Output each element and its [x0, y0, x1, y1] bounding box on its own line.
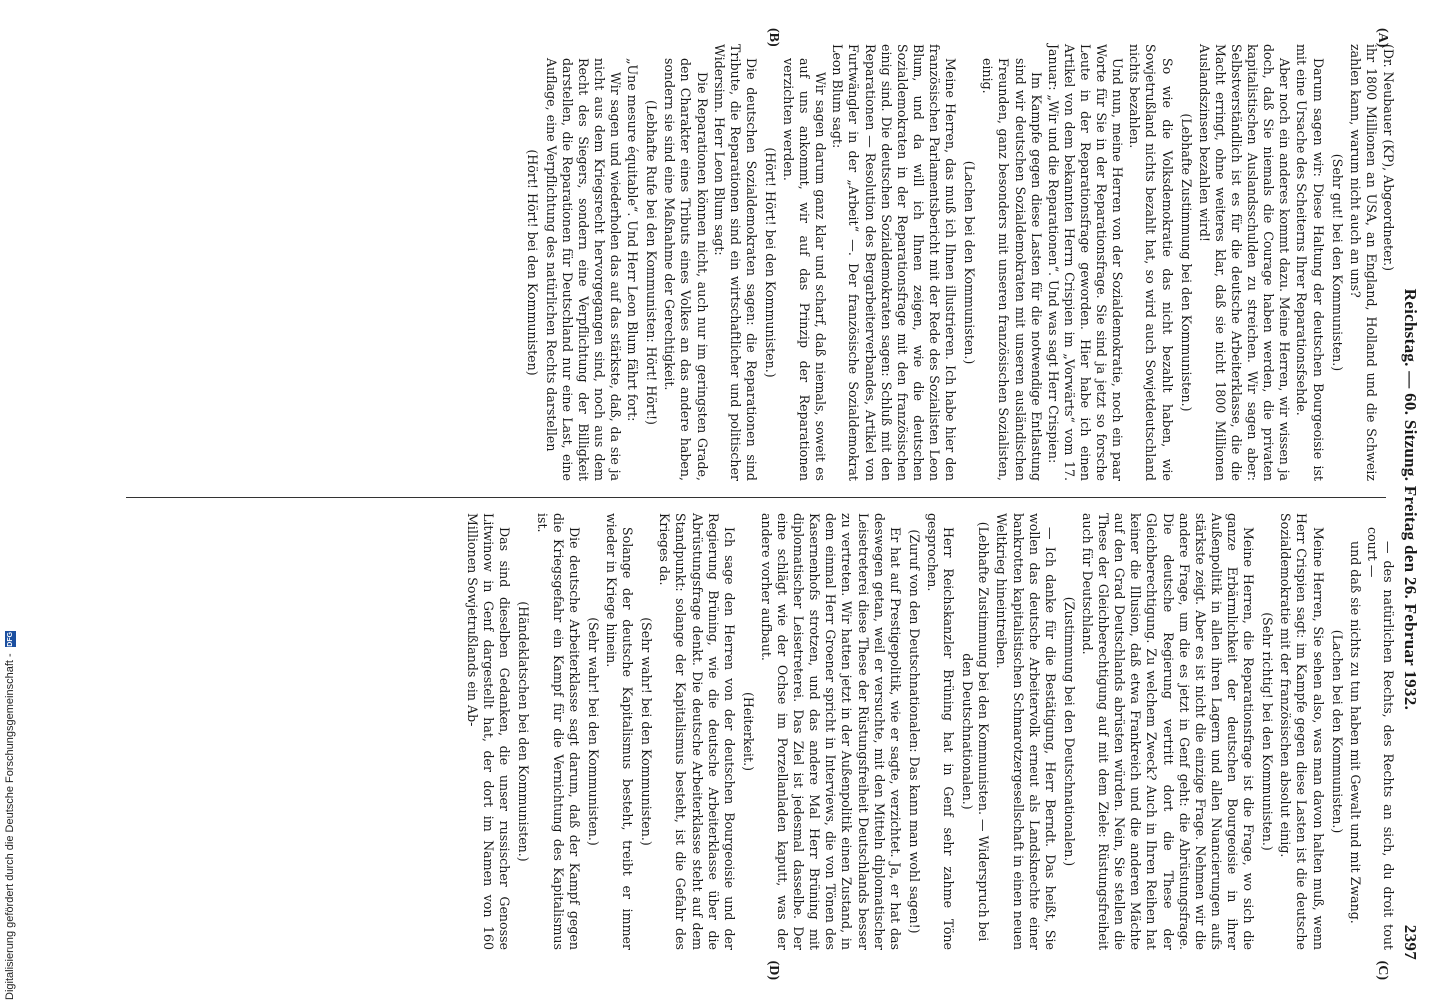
paragraph: Aber noch ein anderes kommt dazu. Meine Herren, wir wissen ja doch, daß Sie niemals die Courage haben werden, die privaten kapitalistischen Auslandsschulden zu streichen. Wir sagen aber: Selbstverständlich ist es für die deutsche Arbeiterklasse, die die Macht erringt, ohne weiteres klar, daß sie nicht 1800 Millionen Auslandszinsen bezahlen wird! — [1196, 44, 1293, 481]
paragraph: Solange der deutsche Kapitalismus besteht, treibt er immer wieder in Kriege hinein. — [603, 513, 636, 950]
digitization-note — [4, 631, 16, 1000]
interjection: (Heiterkeit.) — [740, 692, 756, 771]
interjection: (Lachen bei den Kommunisten.) — [962, 160, 978, 365]
page-title: Reichstag. — 60. Sitzung. Freitag den 26. Februar 1932. — [1401, 288, 1420, 711]
margin-marker-c: (C) — [1375, 960, 1390, 980]
paragraph: Er hat auf Prestigepolitik, wie er sagte, verzichtet. Ja, er hat das deswegen getan, weil er versuchte, mit den Mitteln diplomatischer Leisetreterei diese These der Rüstungsfreiheit Deutschlands besser zu vertreten. Wir hatten jetzt in der Außenpolitik einen Zustand, in dem einmal Herr Groener spricht in Interviews, die von Tönen des Kasernenhofs strotzen, und das andere Mal Herr Brüning mit diplomatischer Leisetreterei. Das Ziel ist jedesmal dasselbe. Der eine schlägt wie der Ochse im Porzellanladen kaputt, was der andere vorher aufbaut. — [758, 513, 903, 950]
paragraph: Die Reparationen können nicht, auch nur im geringsten Grade, den Charakter eines Tributs eines Volkes an das andere haben, sondern sie sind eine Maßnahme der Gerechtigkeit. — [662, 58, 710, 481]
text-columns — [126, 28, 1396, 980]
paragraph: So wie die Volksdemokratie das nicht bezahlt haben, wie Sowjetrußland nichts bezahlt hat, so wird auch Sowjetdeutschland nichts bezahlen. — [1127, 44, 1175, 481]
paragraph: Meine Herren, Sie sehen also, was man davon halten muß, wenn Herr Crispien sagt: im Kampfe gegen diese Lasten ist die deutsche Sozialdemokratie mit der französischen absolut einig. — [1278, 513, 1326, 950]
paragraph: Das sind dieselben Gedanken, die unser russischer Genosse Litwinow in Genf dargestellt hat, der dort im Namen von 160 Millionen Sowjetrußlands ein Ab- — [465, 513, 513, 950]
paragraph: Wir sagen darum ganz klar und scharf, daß niemals, soweit es auf uns ankommt, wir auf das Prinzip der Reparationen verzichten werden. — [781, 58, 829, 481]
paragraph: „Une mesure équitable“. Und Herr Leon Blum fährt fort: — [625, 58, 641, 422]
paragraph: Die deutsche Arbeiterklasse sagt darum, daß der Kampf gegen die Kriegsgefahr ein Kampf für die Vernichtung des Kapitalismus ist. — [534, 513, 582, 950]
interjection: (Lebhafte Zustimmung bei den Kommunisten.) — [1178, 113, 1194, 412]
interjection: (Sehr richtig! bei den Kommunisten.) — [1260, 612, 1276, 851]
interjection: (Sehr gut! bei den Kommunisten.) — [1329, 153, 1345, 372]
interjection: (Lebhafte Zustimmung bei den Kommunisten. — Widerspruch bei den Deutschnationalen.) — [960, 521, 992, 942]
interjection: (Zustimmung bei den Deutschnationalen.) — [1061, 596, 1077, 867]
interjection: (Lebhafte Rufe bei den Kommunisten: Hört! Hört!) — [644, 100, 660, 425]
paragraph: Ich sage den Herren von der deutschen Bourgeoisie und der Regierung Brüning, wie die deutsche Arbeiterklasse über die Abrüstungsfrage denkt. Die deutsche Arbeiterklasse steht auf dem Standpunkt: solange der Kapitalismus besteht, ist die Gefahr des Krieges da. — [657, 513, 737, 950]
paragraph: Darum sagen wir: Diese Haltung der deutschen Bourgeoisie ist mit eine Ursache des Scheiterns Ihrer Reparationsfsehde. — [1294, 44, 1326, 481]
interjection: (Zuruf von den Deutschnationalen: Das kann man wohl sagen!) — [906, 529, 922, 934]
paragraph: Die deutschen Sozialdemokraten sagen: die Reparationen sind Tribute, die Reparationen sind ein wirtschaftlicher und politischer Widersinn. Herr Leon Blum sagt: — [711, 44, 759, 481]
margin-marker-a: (A) — [1375, 28, 1390, 48]
paragraph: Im Kampfe gegen diese Lasten für die notwendige Entlastung sind wir deutschen Sozialdemokraten mit unseren ausländischen Freunden, ganz besonders mit unseren französischen Sozialisten, einig. — [980, 58, 1044, 481]
interjection: (Sehr wahr! bei den Kommunisten.) — [585, 617, 601, 846]
page-header — [1396, 28, 1424, 966]
paragraph: Wir sagen und wiederholen das auf das stärkste, daß, da sie ja nicht aus dem Kriegsrecht hervorgegangen sind, noch aus dem Recht des Siegers, sondern eine Verpflichtung der Billigkeit darstellen, die Reparationen für Deutschland nur eine Last, eine Auflage, eine Verpflichtung des natürlichen Rechts darstellen — [543, 58, 623, 481]
page-number: 2397 — [1401, 924, 1420, 960]
interjection: (Händeklatschen bei den Kommunisten.) — [516, 601, 532, 862]
paragraph: — Ich danke für die Bestätigung, Herr Berndt. Das heißt, Sie wollen das deutsche Arbeitervolk erneut als Landsknechte einer bankrotten kapitalistischen Schmarotzergesellschaft in einen neuen Weltkrieg hineintreiben. — [994, 513, 1058, 950]
interjection: (Lachen bei den Kommunisten.) — [1329, 629, 1345, 834]
paragraph: ihr 1800 Millionen an USA, an England, Holland und die Schweiz zahlen kann, warum nicht auch an uns? — [1347, 44, 1379, 481]
left-column — [126, 28, 1396, 497]
interjection: (Hört! Hört! bei den Kommunisten.) — [762, 147, 778, 378]
dfg-logo-icon: DFG — [6, 631, 14, 647]
margin-marker-d: (D) — [766, 960, 781, 980]
paragraph: (Dr. Neubauer (KP), Abgeordneter.) — [1381, 44, 1396, 272]
paragraph: Herr Reichskanzler Brüning hat in Genf sehr zahme Töne gesprochen. — [925, 513, 957, 950]
digitization-text: Digitalisierung gefördert durch die Deutsche Forschungsgemeinschaft - — [4, 653, 16, 1000]
right-column — [126, 497, 1396, 966]
paragraph: Und nun, meine Herren von der Sozialdemokratie, noch ein paar Worte für Sie in der Reparationsfrage. Sie sind ja jetzt so forsche Leute in der Reparationsfrage geworden. Hier habe ich einen Artikel von dem bekannten Herrn Crispien im „Vorwärts“ vom 17. Januar: „Wir und die Reparationen“. Und was sagt Herr Crispien: — [1045, 44, 1126, 481]
interjection: (Sehr wahr! bei den Kommunisten.) — [639, 617, 655, 846]
paragraph: und daß sie nichts zu tun haben mit Gewalt und mit Zwang. — [1347, 541, 1363, 924]
paragraph: — des natürlichen Rechts, des Rechts an sich, du droit tout court — — [1364, 527, 1396, 950]
paragraph: Meine Herren, das muß ich Ihnen illustrieren. Ich habe hier den französischen Parlamentsbericht mit der Rede des Sozialisten Leon Blum, und da will ich Ihnen zeigen, wie die deutschen Sozialdemokraten in der Reparationsfrage mit den französischen einig sind. Die deutschen Sozialdemokraten sagen: Schluß mit den Reparationen — Resolution des Bergarbeiterverbandes, Artikel von Furtwängler in der „Arbeit“ —. Der französische Sozialdemokrat Leon Blum sagt: — [830, 44, 959, 481]
interjection: (Hört! Hört! bei den Kommunisten) — [525, 149, 541, 376]
paragraph: Meine Herren, die Reparationsfrage ist die Frage, wo sich die ganze Erbärmlichkeit der deutschen Bourgeoisie in ihrer Außenpolitik in allen ihren Lagern und allen Nuancierungen aufs stärkste zeigt. Aber es ist nicht die einzige Frage. Nehmen wir die andere Frage, um die es jetzt in Genf geht: die Abrüstungsfrage. Die deutsche Regierung vertritt dort die These der Gleichberechtigung. Zu welchem Zweck? Auch in Ihren Reihen hat keiner die Illusion, daß etwa Frankreich und die anderen Mächte auf den Grad Deutschlands abrüsten würden. Nein, Sie stellen die These der Gleichberechtigung auf mit dem Ziele: Rüstungsfreiheit auch für Deutschland. — [1080, 513, 1257, 950]
margin-marker-b: (B) — [766, 28, 781, 47]
